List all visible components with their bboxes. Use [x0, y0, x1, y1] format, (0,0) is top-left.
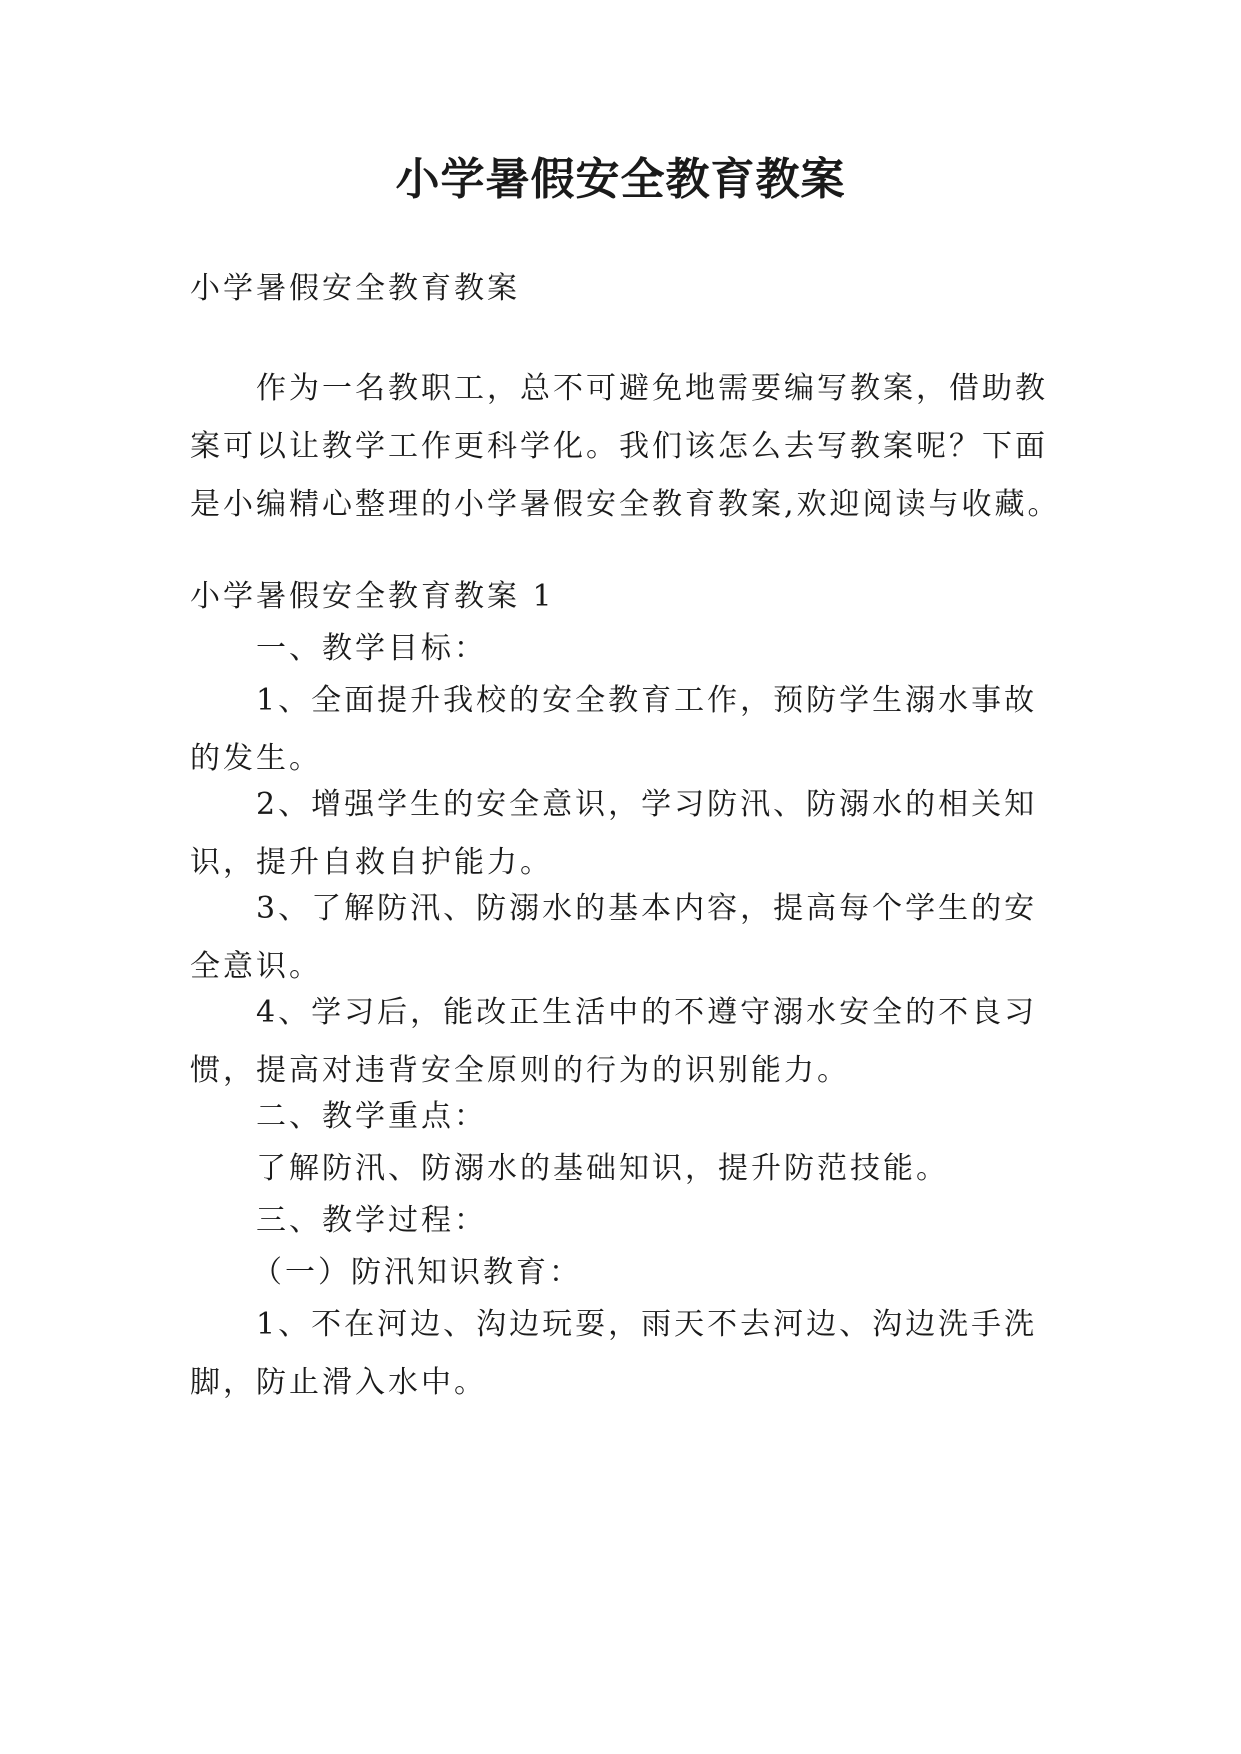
goals-heading: 一、教学目标：	[256, 631, 487, 666]
goal-4-line-1: 4、学习后，能改正生活中的不遵守溺水安全的不良习	[256, 995, 1038, 1030]
goal-1	[190, 672, 1050, 788]
goal-4	[190, 984, 1050, 1100]
goal-1-line-2: 的发生。	[190, 741, 322, 776]
goal-2-line-1: 2、增强学生的安全意识，学习防汛、防溺水的相关知	[256, 787, 1038, 822]
intro-paragraph	[190, 360, 1061, 534]
section-heading: 小学暑假安全教育教案 1	[190, 579, 555, 614]
goal-3-line-2: 全意识。	[190, 949, 322, 984]
document-title: 小学暑假安全教育教案	[395, 154, 846, 205]
focus-heading: 二、教学重点：	[256, 1099, 487, 1134]
goal-1-line-1: 1、全面提升我校的安全教育工作，预防学生溺水事故	[256, 683, 1038, 718]
goal-4-line-2: 惯，提高对违背安全原则的行为的识别能力。	[190, 1053, 850, 1088]
goal-2-line-2: 识，提升自救自护能力。	[190, 845, 553, 880]
intro-line-1: 作为一名教职工，总不可避免地需要编写教案，借助教	[256, 371, 1048, 406]
flood-item-1-line-2: 脚，防止滑入水中。	[190, 1365, 487, 1400]
flood-heading: （一）防汛知识教育：	[252, 1255, 582, 1290]
focus-text: 了解防汛、防溺水的基础知识，提升防范技能。	[256, 1151, 949, 1186]
flood-item-1-line-1: 1、不在河边、沟边玩耍，雨天不去河边、沟边洗手洗	[256, 1307, 1038, 1342]
process-heading: 三、教学过程：	[256, 1203, 487, 1238]
goal-3-line-1: 3、了解防汛、防溺水的基本内容，提高每个学生的安	[256, 891, 1038, 926]
goal-2	[190, 776, 1050, 892]
intro-line-3: 是小编精心整理的小学暑假安全教育教案,欢迎阅读与收藏。	[190, 487, 1061, 522]
flood-item-1	[190, 1296, 1050, 1412]
goal-3	[190, 880, 1050, 996]
intro-line-2: 案可以让教学工作更科学化。我们该怎么去写教案呢？下面	[190, 429, 1048, 464]
document-subtitle: 小学暑假安全教育教案	[190, 271, 520, 306]
